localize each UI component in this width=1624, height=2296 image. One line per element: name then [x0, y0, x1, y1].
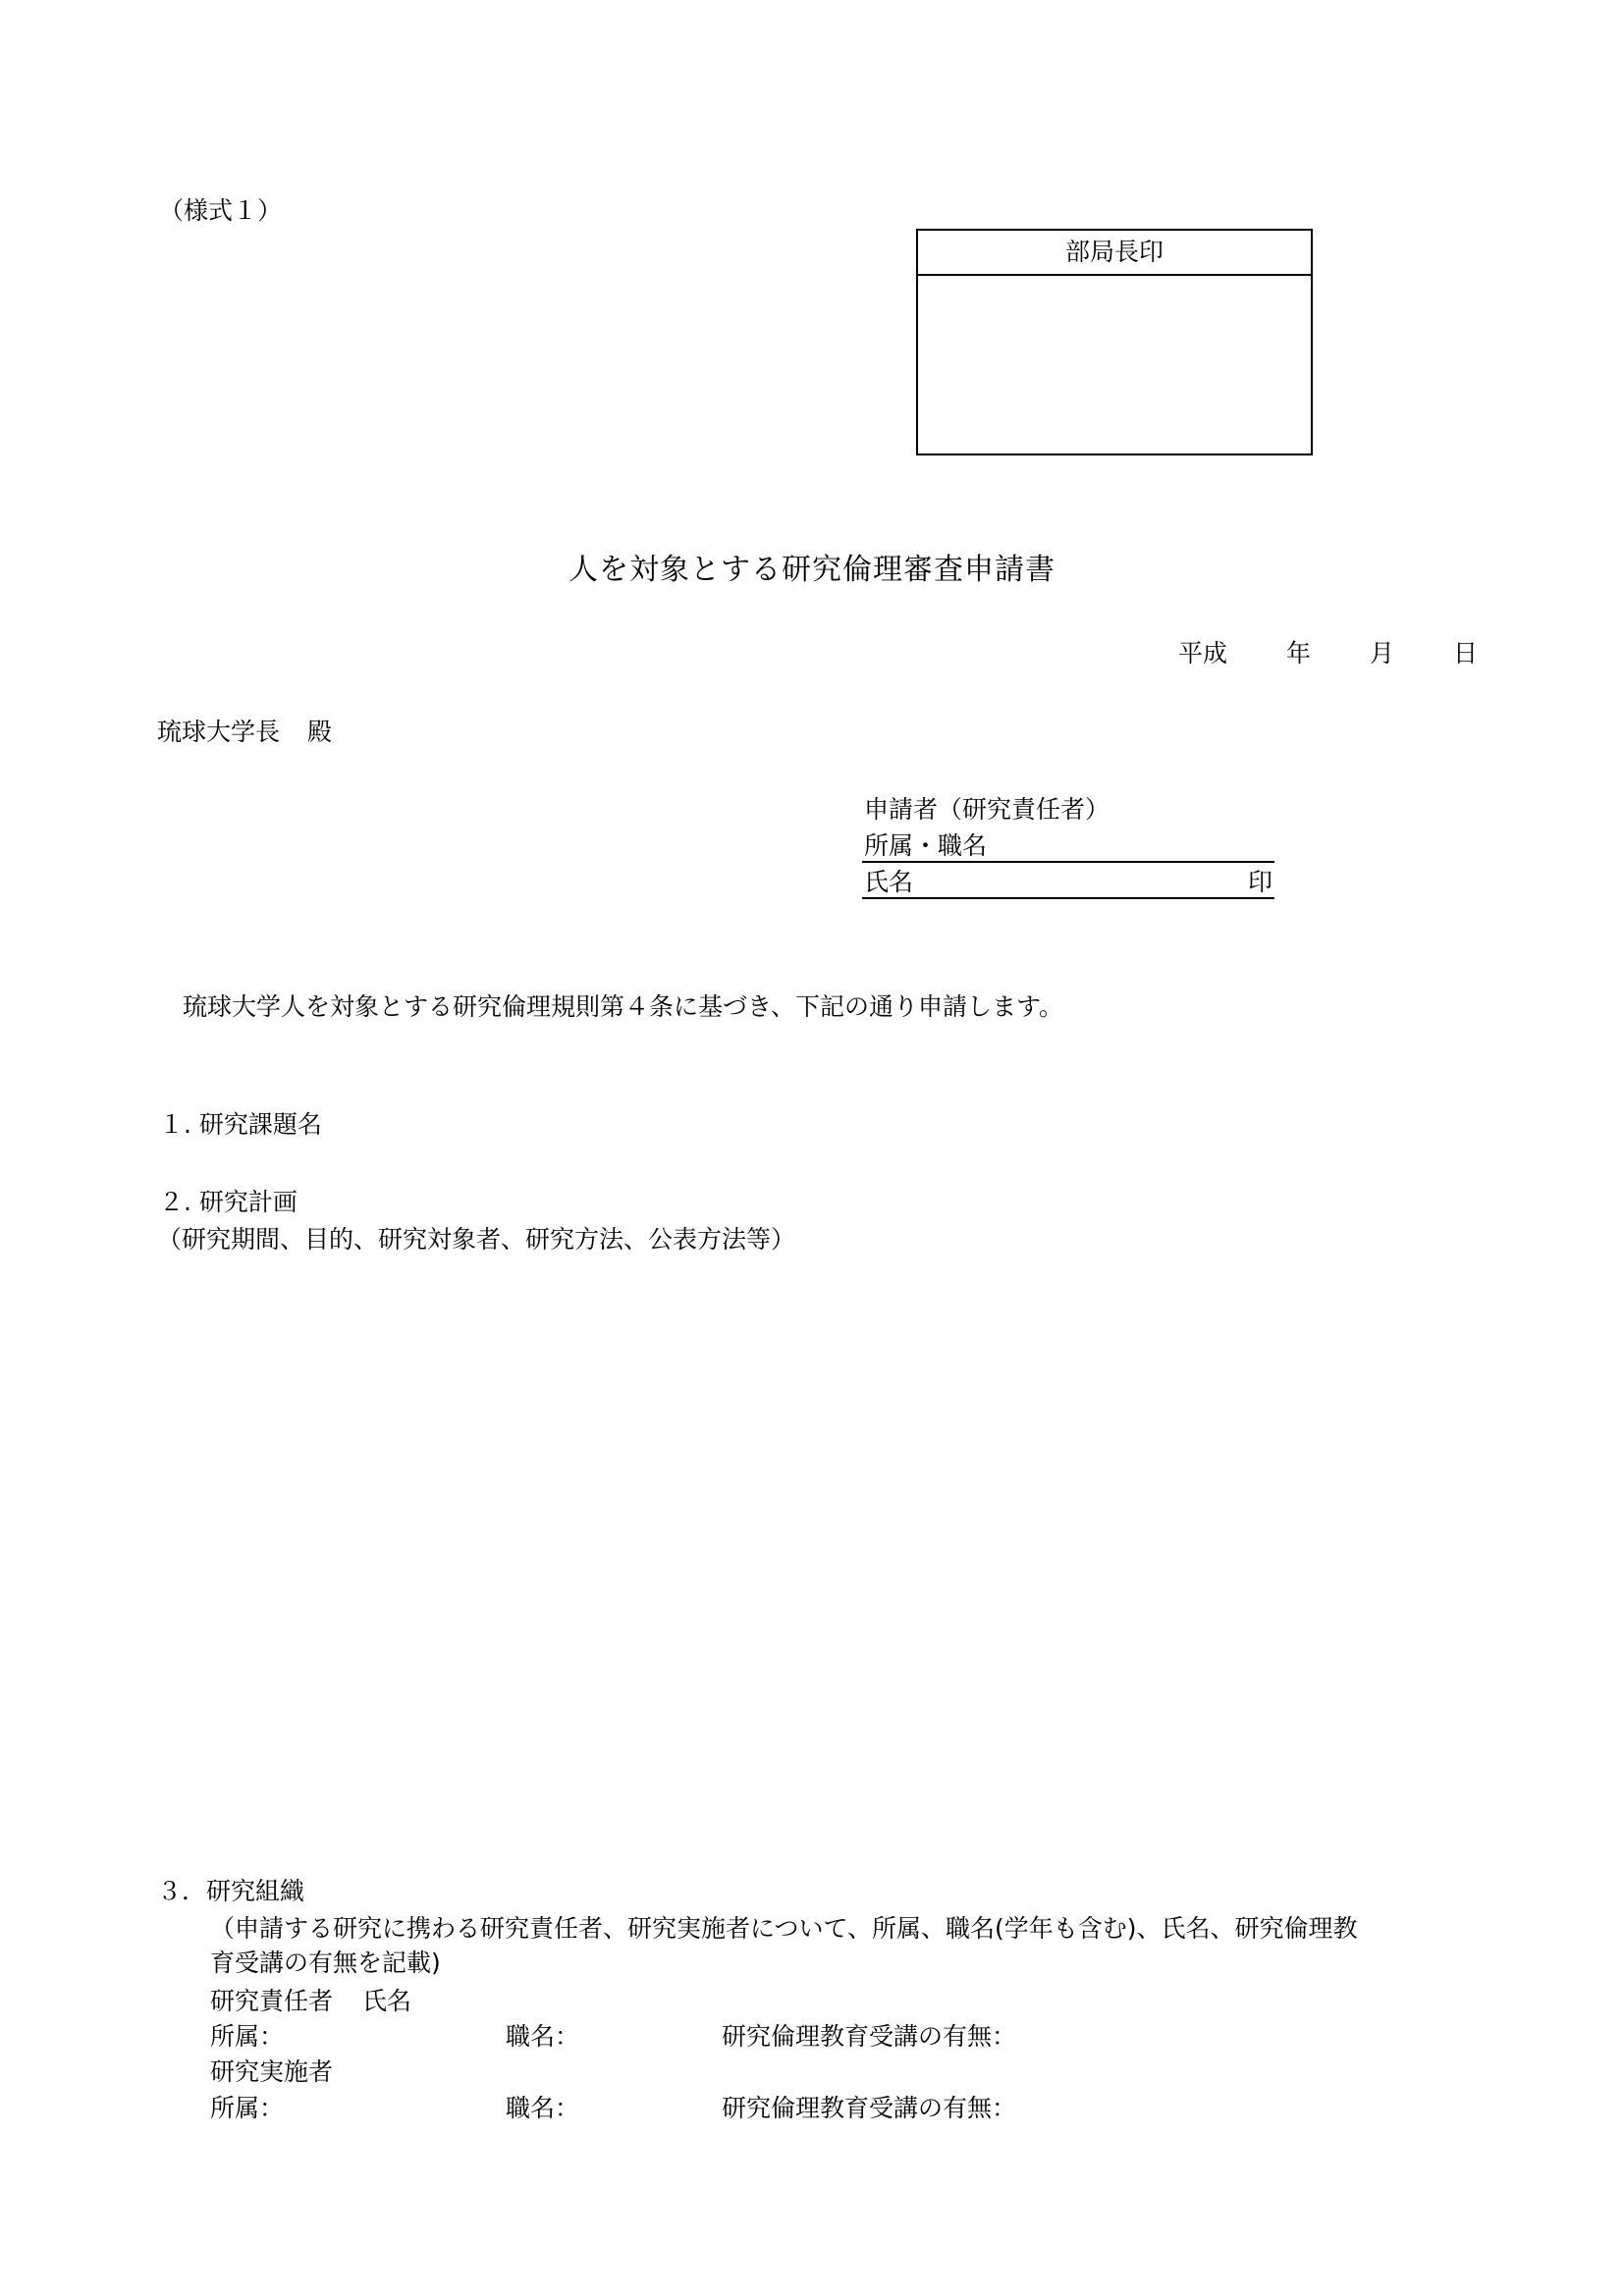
- form-number-label: （様式１）: [159, 196, 283, 225]
- department-head-stamp-box: [916, 229, 1313, 455]
- applicant-heading: 申請者（研究責任者）: [864, 795, 1110, 824]
- date-day-label: 日: [1453, 639, 1479, 667]
- addressee: [157, 718, 332, 747]
- section-1-heading: １. 研究課題名: [159, 1110, 322, 1139]
- date-month-label: 月: [1370, 639, 1395, 667]
- section-2-heading: ２. 研究計画: [159, 1188, 298, 1216]
- document-title: 人を対象とする研究倫理審査申請書: [568, 553, 1056, 587]
- section-2-note: （研究期間、目的、研究対象者、研究方法、公表方法等）: [157, 1225, 796, 1254]
- lead-ethics-training-label: 研究倫理教育受講の有無：: [722, 2022, 1017, 2051]
- section-3-note-line-2: 育受講の有無を記載): [210, 1949, 441, 1977]
- lead-researcher-row: [210, 1987, 411, 2016]
- applicant-name-field[interactable]: [862, 864, 1274, 899]
- section-3-note-line-1: （申請する研究に携わる研究責任者、研究実施者について、所属、職名(学年も含む)、氏名、研究倫理教: [210, 1914, 1358, 1943]
- lead-researcher-name-label: 氏名: [362, 1987, 412, 2015]
- name-label: 氏名: [864, 868, 914, 896]
- application-statement: 琉球大学人を対象とする研究倫理規則第４条に基づき、下記の通り申請します。: [183, 992, 1064, 1021]
- addressee-name: 琉球大学長: [157, 718, 281, 746]
- addressee-honorific: 殿: [307, 718, 333, 746]
- date-year-label: 年: [1286, 639, 1312, 667]
- co-ethics-training-label: 研究倫理教育受講の有無：: [722, 2094, 1017, 2122]
- affiliation-field[interactable]: [862, 828, 1274, 863]
- section-3-heading: ３．研究組織: [157, 1877, 305, 1905]
- co-researcher-label: 研究実施者: [210, 2057, 334, 2086]
- co-position-label: 職名：: [506, 2094, 580, 2122]
- lead-researcher-label: 研究責任者: [210, 1987, 334, 2015]
- lead-affiliation-label: 所属：: [210, 2022, 285, 2051]
- date-era: 平成: [1178, 639, 1228, 667]
- co-affiliation-label: 所属：: [210, 2094, 285, 2122]
- seal-mark: 印: [1247, 868, 1272, 896]
- lead-position-label: 職名：: [506, 2022, 580, 2051]
- affiliation-label: 所属・職名: [864, 831, 988, 860]
- stamp-box-header: 部局長印: [918, 231, 1311, 276]
